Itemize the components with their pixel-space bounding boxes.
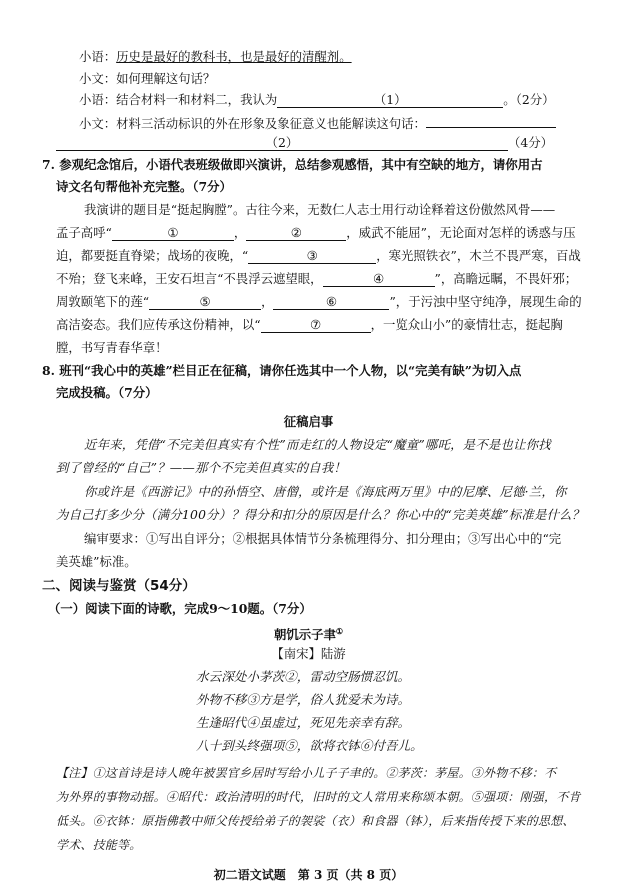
note-line-4: 学术、技能等。 bbox=[56, 838, 142, 852]
dialog-line-4: 小文：材料三活动标识的外在形象及象征意义也能解读这句话： bbox=[79, 113, 556, 133]
q7-para-line-1: 我演讲的题目是“挺起胸膛”。古往今来，无数仁人志士用行动诠释着这份傲然风骨—— bbox=[84, 202, 556, 217]
dialog-line-2: 小文：如何理解这句话？ bbox=[79, 71, 216, 86]
answer-blank-2a[interactable] bbox=[426, 113, 556, 128]
requirement-line-1: 编审要求：①写出自评分；②根据具体情节分条梳理得分、扣分理由；③写出心中的“完 bbox=[84, 531, 562, 546]
q7-para-line-7: 膛，书写青春华章！ bbox=[56, 340, 168, 355]
page-footer: 初二语文试题 第 3 页（共 8 页） bbox=[213, 868, 404, 882]
section-subheading: （一）阅读下面的诗歌，完成9～10题。（7分） bbox=[48, 601, 312, 616]
answer-blank-2[interactable]: （2） bbox=[56, 136, 508, 151]
poem-line-2: 外物不移③方是学，俗人犹爱未为诗。 bbox=[196, 692, 411, 707]
note-line-2: 为外界的事物动摇。④昭代：政治清明的时代，旧时的文人常用来称颂本朝。⑤强项：刚强，不肯 bbox=[56, 790, 581, 804]
q7-title-line-1: 7. 参观纪念馆后，小语代表班级做即兴演讲，总结参观感悟，其中有空缺的地方，请你用古 bbox=[42, 157, 543, 172]
requirement-line-2: 美英雄”标准。 bbox=[56, 554, 137, 569]
q7-para-line-3: 迫，都要挺直脊梁；战场的夜晚，“ ③ ，寒光照铁衣”，木兰不畏严寒，百战 bbox=[56, 248, 581, 263]
poem-line-1: 水云深处小茅茨②，雷动空肠惯忍饥。 bbox=[196, 669, 411, 684]
poem-blank-7[interactable]: ⑦ bbox=[261, 318, 371, 333]
answer-blank-1[interactable]: （1） bbox=[277, 93, 503, 108]
q8-title-line-2: 完成投稿。（7分） bbox=[56, 385, 158, 400]
poem-title: 朝饥示子聿① bbox=[273, 626, 344, 643]
notice-line-4: 为自己打多少分（满分100分）？得分和扣分的原因是什么？你心中的“完美英雄”标准是什么？ bbox=[56, 507, 585, 522]
poem-blank-4[interactable]: ④ bbox=[323, 272, 435, 287]
dialog-line-1: 小语：历史是最好的教科书，也是最好的清醒剂。 bbox=[79, 49, 352, 64]
note-line-1: 【注】①这首诗是诗人晚年被罢官乡居时写给小儿子子聿的。②茅茨：茅屋。③外物不移：不 bbox=[56, 766, 557, 780]
quote-underlined: 历史是最好的教科书，也是最好的清醒剂。 bbox=[116, 49, 352, 64]
poem-blank-5[interactable]: ⑤ bbox=[149, 295, 261, 310]
q7-para-line-2: 孟子高呼“ ① ， ② ，威武不能屈”，无论面对怎样的诱惑与压 bbox=[56, 225, 576, 240]
dialog-line-3: 小语：结合材料一和材料二，我认为 （1） 。（2分） bbox=[79, 92, 555, 107]
notice-title: 征稿启事 bbox=[283, 414, 334, 429]
q7-para-line-4: 不殆；登飞来峰，王安石坦言“不畏浮云遮望眼， ④ ”，高瞻远瞩，不畏奸邪； bbox=[56, 271, 578, 286]
q7-title-line-2: 诗文名句帮他补充完整。（7分） bbox=[56, 179, 232, 194]
notice-line-1: 近年来，凭借“不完美但真实有个性”而走红的人物设定“魔童”哪吒，是不是也让你找 bbox=[84, 437, 551, 452]
poem-blank-3[interactable]: ③ bbox=[248, 249, 376, 264]
note-line-3: 低头。⑥衣钵：原指佛教中师父传授给弟子的袈裟（衣）和食器（钵），后来指传授下来的思想、 bbox=[56, 814, 575, 828]
poem-line-3: 生逢昭代④虽虚过，死见先亲幸有辞。 bbox=[196, 715, 411, 730]
section-heading: 二、阅读与鉴赏（54分） bbox=[42, 578, 196, 594]
poem-title-note: ① bbox=[335, 626, 344, 636]
notice-line-3: 你或许是《西游记》中的孙悟空、唐僧，或许是《海底两万里》中的尼摩、尼德·兰，你 bbox=[84, 484, 567, 499]
q8-title-line-1: 8. 班刊“我心中的英雄”栏目正在征稿，请你任选其中一个人物，以“完美有缺”为切入点 bbox=[42, 363, 522, 378]
poem-blank-1[interactable]: ① bbox=[112, 226, 234, 241]
poem-blank-2[interactable]: ② bbox=[246, 226, 346, 241]
poem-line-4: 八十到头终强项⑤，欲将衣钵⑥付吾儿。 bbox=[196, 738, 423, 753]
q7-para-line-6: 高洁姿态。我们应传承这份精神，以“ ⑦ ，一览众山小”的豪情壮志，挺起胸 bbox=[56, 317, 563, 332]
poem-author: 【南宋】陆游 bbox=[271, 646, 346, 661]
notice-line-2: 到了曾经的“自己”？——那个不完美但真实的自我！ bbox=[56, 460, 347, 475]
poem-blank-6[interactable]: ⑥ bbox=[273, 295, 389, 310]
dialog-line-5: （2） （4分） bbox=[56, 134, 553, 152]
q7-para-line-5: 周敦颐笔下的莲“ ⑤ ， ⑥ ”，于污浊中坚守纯净，展现生命的 bbox=[56, 294, 582, 309]
